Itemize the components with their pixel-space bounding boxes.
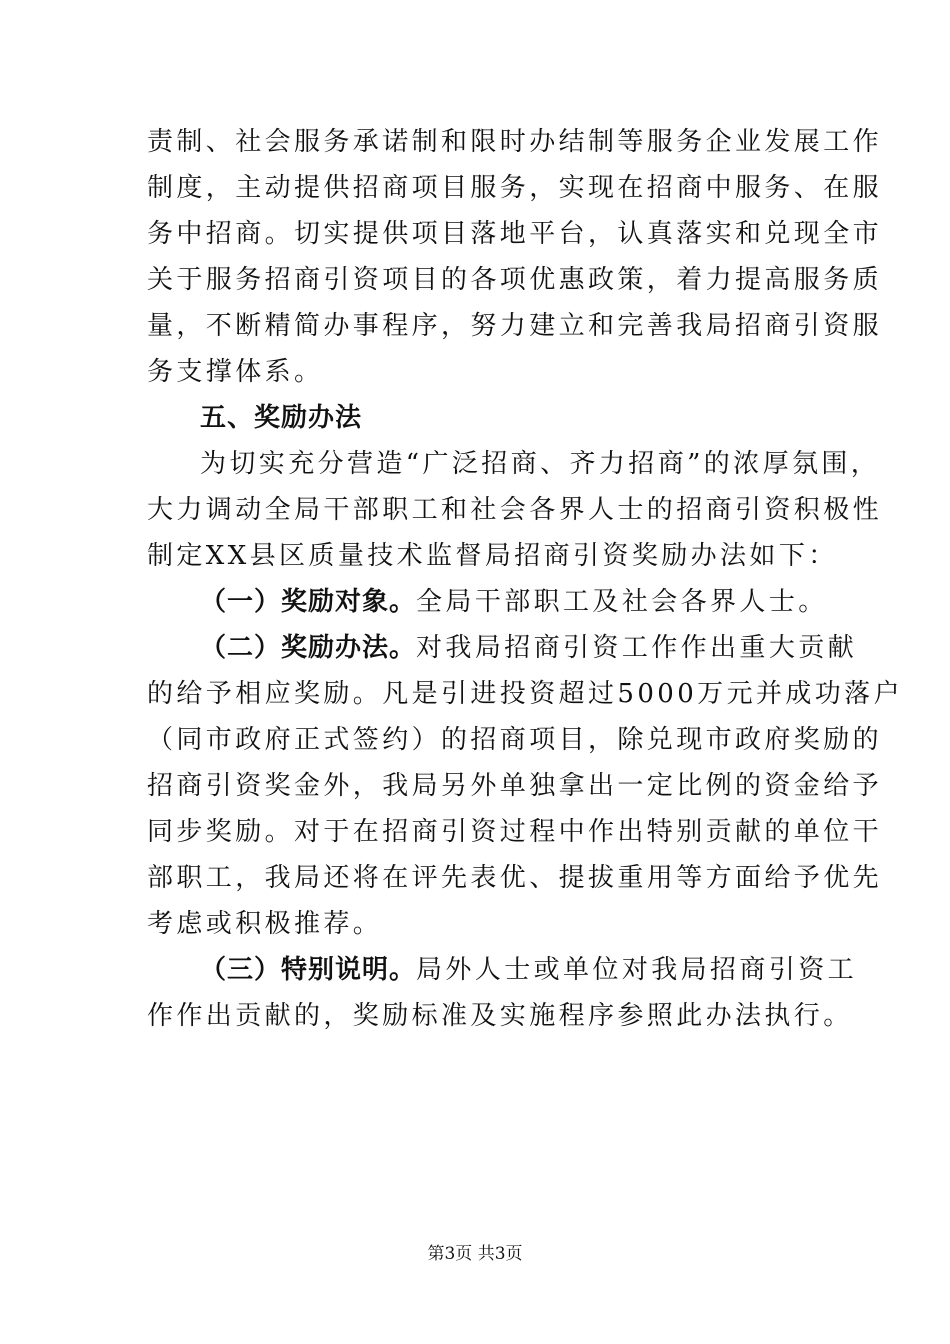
item-two-label: （二）奖励办法。 <box>200 633 417 663</box>
item-one-text: 全局干部职工及社会各界人士。 <box>416 587 828 617</box>
paragraph-line: 量，不断精简办事程序，努力建立和完善我局招商引资服 <box>147 311 883 341</box>
paragraph-line: 责制、社会服务承诺制和限时办结制等服务企业发展工作 <box>147 127 883 157</box>
item-two-line: （同市政府正式签约）的招商项目，除兑现市政府奖励的 <box>147 725 883 755</box>
paragraph-line: 关于服务招商引资项目的各项优惠政策，着力提高服务质 <box>147 265 883 295</box>
intro-line: 制定XX县区质量技术监督局招商引资奖励办法如下： <box>147 541 838 571</box>
item-three <box>200 955 857 985</box>
item-two-line: 部职工，我局还将在评先表优、提拔重用等方面给予优先 <box>147 863 883 893</box>
item-three-label: （三）特别说明。 <box>200 955 417 985</box>
item-two-line: 招商引资奖金外，我局另外单独拿出一定比例的资金给予 <box>147 771 883 801</box>
item-three-line: 作作出贡献的，奖励标准及实施程序参照此办法执行。 <box>147 1001 853 1031</box>
paragraph-line: 制度，主动提供招商项目服务，实现在招商中服务、在服 <box>147 173 883 203</box>
item-three-first-line: 局外人士或单位对我局招商引资工 <box>416 955 858 985</box>
paragraph-line: 务中招商。切实提供项目落地平台，认真落实和兑现全市 <box>147 219 883 249</box>
page-footer: 第3页 共3页 <box>427 1244 523 1264</box>
intro-line: 大力调动全局干部职工和社会各界人士的招商引资积极性 <box>147 495 883 525</box>
item-one <box>200 587 828 617</box>
item-two-line: 考虑或积极推荐。 <box>147 909 383 939</box>
intro-line: 为切实充分营造“广泛招商、齐力招商”的浓厚氛围， <box>200 449 881 479</box>
item-two-line: 的给予相应奖励。凡是引进投资超过5000万元并成功落户 <box>147 679 903 709</box>
section-heading: 五、奖励办法 <box>200 403 363 433</box>
item-two-first-line: 对我局招商引资工作作出重大贡献 <box>416 633 858 663</box>
item-two <box>200 633 857 663</box>
item-two-line: 同步奖励。对于在招商引资过程中作出特别贡献的单位干 <box>147 817 883 847</box>
item-one-label: （一）奖励对象。 <box>200 587 417 617</box>
paragraph-line: 务支撑体系。 <box>147 357 324 387</box>
